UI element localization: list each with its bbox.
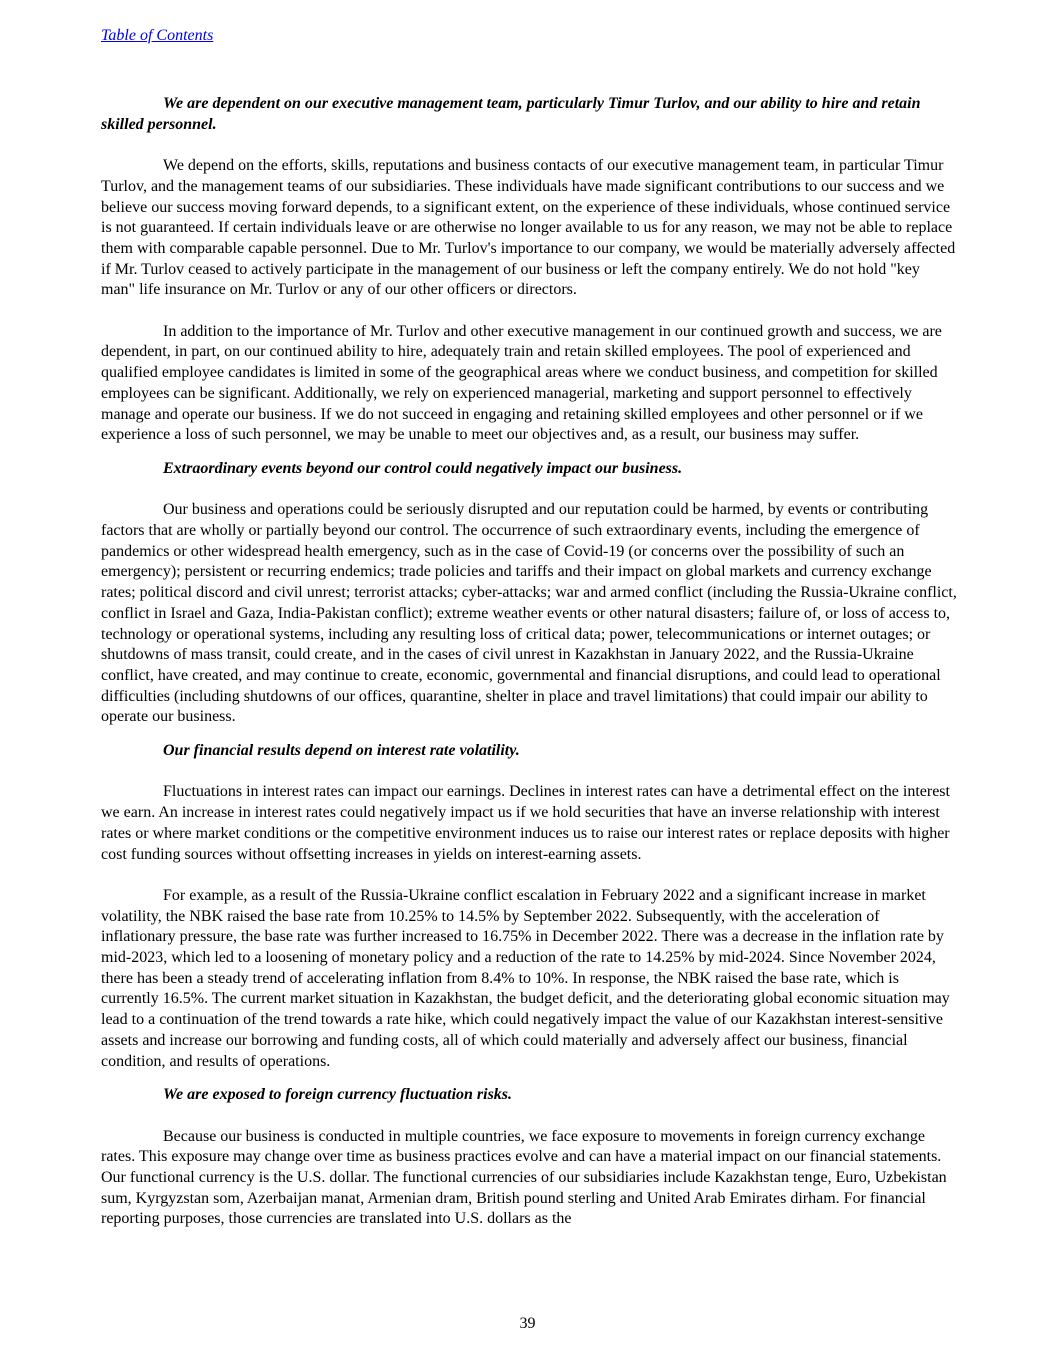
paragraph-executive-dependence: We depend on the efforts, skills, reputations and business contacts of our executive management team, in particular Timur Turlov, and the management teams of our subsidiaries. These individuals have made significant contributions to our success and we believe our success moving forward depends, to a significant extent, on the experience of these individuals, whose continued service is not guaranteed. If certain individuals leave or are otherwise no longer available to us for any reason, we may not be able to replace them with comparable capable personnel. Due to Mr. Turlov's importance to our company, we would be materially adversely affected if Mr. Turlov ceased to actively participate in the management of our business or left the company entirely. We do not hold "key man" life insurance on Mr. Turlov or any of our other officers or directors. bbox=[101, 157, 956, 299]
document-body bbox=[101, 94, 957, 1230]
section-heading-extraordinary-events: Extraordinary events beyond our control could negatively impact our business. bbox=[163, 459, 683, 477]
paragraph-foreign-currency: Because our business is conducted in multiple countries, we face exposure to movements in foreign currency exchange rates. This exposure may change over time as business practices evolve and can have a material impact on our financial statements. Our functional currency is the U.S. dollar. The functional currencies of our subsidiaries include Kazakhstan tenge, Euro, Uzbekistan sum, Kyrgyzstan som, Azerbaijan manat, Armenian dram, British pound sterling and United Arab Emirates dirham. For financial reporting purposes, those currencies are translated into U.S. dollars as the bbox=[101, 1127, 947, 1228]
section-heading-foreign-currency: We are exposed to foreign currency fluctuation risks. bbox=[163, 1086, 513, 1104]
section-heading-interest-rate: Our financial results depend on interest rate volatility. bbox=[163, 742, 520, 760]
paragraph-skilled-employees: In addition to the importance of Mr. Turlov and other executive management in our continued growth and success, we are dependent, in part, on our continued ability to hire, adequately train and retain skilled employees. The pool of experienced and qualified employee candidates is limited in some of the geographical areas where we conduct business, and competition for skilled employees can be significant. Additionally, we rely on experienced managerial, marketing and support personnel to effectively manage and operate our business. If we do not succeed in engaging and retaining skilled employees and other personnel or if we experience a loss of such personnel, we may be unable to meet our objectives and, as a result, our business may suffer. bbox=[101, 322, 942, 444]
paragraph-interest-fluctuations: Fluctuations in interest rates can impact our earnings. Declines in interest rates can have a detrimental effect on the interest we earn. An increase in interest rates could negatively impact us if we hold securities that have an inverse relationship with interest rates or where market conditions or the competitive environment induces us to raise our interest rates or replace deposits with higher cost funding sources without offsetting increases in yields on interest-earning assets. bbox=[101, 783, 950, 863]
page-number: 39 bbox=[519, 1315, 536, 1332]
paragraph-nbk-base-rate: For example, as a result of the Russia-Ukraine conflict escalation in February 2022 and a significant increase in market volatility, the NBK raised the base rate from 10.25% to 14.5% by September 2022. Subsequently, with the acceleration of inflationary pressure, the base rate was further increased to 16.75% in December 2022. There was a decrease in the inflation rate by mid-2023, which led to a loosening of monetary policy and a reduction of the rate to 14.25% by mid-2024. Since November 2024, there has been a steady trend of accelerating inflation from 8.4% to 10%. In response, the NBK raised the base rate, which is currently 16.5%. The current market situation in Kazakhstan, the budget deficit, and the deteriorating global economic situation may lead to a continuation of the trend towards a rate hike, which could negatively impact the value of our Kazakhstan interest-sensitive assets and increase our borrowing and funding costs, all of which could materially and adversely affect our business, financial condition, and results of operations. bbox=[101, 886, 950, 1070]
paragraph-extraordinary-events: Our business and operations could be seriously disrupted and our reputation could be harmed, by events or contributing factors that are wholly or partially beyond our control. The occurrence of such extraordinary events, including the emergence of pandemics or other widespread health emergency, such as in the case of Covid-19 (or concerns over the possibility of such an emergency); persistent or recurring endemics; trade policies and tariffs and their impact on global markets and currency exchange rates; political discord and civil unrest; terrorist attacks; cyber-attacks; war and armed conflict (including the Russia-Ukraine conflict, conflict in Israel and Gaza, India-Pakistan conflict); extreme weather events or other natural disasters; failure of, or loss of access to, technology or operational systems, including any resulting loss of critical data; power, telecommunications or internet outages; or shutdowns of mass transit, could create, and in the cases of civil unrest in Kazakhstan in January 2022, and the Russia-Ukraine conflict, have created, and may continue to create, economic, governmental and financial disruptions, and could lead to operational difficulties (including shutdowns of our offices, quarantine, shelter in place and travel limitations) that could impair our ability to operate our business. bbox=[101, 501, 957, 726]
table-of-contents-link[interactable]: Table of Contents bbox=[101, 27, 214, 44]
section-heading-executive-team: We are dependent on our executive management team, particularly Timur Turlov, and our ability to hire and retain skilled personnel. bbox=[101, 95, 921, 133]
